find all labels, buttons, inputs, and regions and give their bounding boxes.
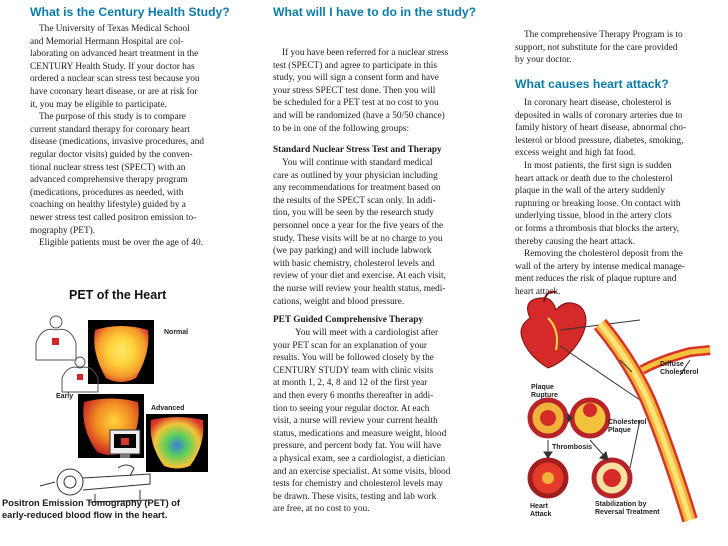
text-line: any recommendations for treatment based on [273, 183, 441, 194]
text-line: (we pay parking) and will include labwork [273, 246, 432, 257]
text-line: tion, you will be seen by the research study [273, 208, 434, 219]
subheading-pet-guided-therapy: PET Guided Comprehensive Therapy [273, 315, 424, 325]
label-thrombosis: Thrombosis [552, 444, 593, 451]
text-line: the results of the SPECT scan only. In addi- [273, 195, 436, 206]
text-line: visit, a nurse will review your current health [273, 416, 438, 427]
text-line: Eligible patients must be over the age of 40. [39, 238, 203, 249]
text-line: underlying tissue, blood in the artery clots [515, 211, 672, 222]
label-line: Cholesterol [608, 419, 647, 426]
label-cholesterol-plaque [608, 419, 647, 435]
text-line: have coronary heart disease, or are at risk for [30, 86, 198, 97]
pet-title: PET of the Heart [69, 288, 167, 302]
text-line: The comprehensive Therapy Program is to [524, 30, 683, 40]
text-line: CENTURY STUDY team with clinic visits [273, 365, 434, 376]
text-line: or forms a thrombosis that blocks the artery, [515, 223, 680, 234]
subheading-standard-therapy: Standard Nuclear Stress Test and Therapy [273, 145, 442, 155]
label-diffuse-cholesterol [660, 361, 699, 377]
text-line: status, medications and measure weight, blood [273, 428, 447, 439]
text-line: and will be randomized (have a 50/50 chance) [273, 110, 445, 121]
text-line: be scheduled for a PET test at no cost to you [273, 98, 439, 109]
text-line: disease (medications, invasive procedures, and [30, 137, 204, 148]
text-line: heart attack. [515, 286, 561, 297]
text-line: test (SPECT) and agree to participate in this [273, 60, 437, 71]
text-line: laborating on advanced heart treatment in the [30, 49, 199, 60]
text-line: heart attack or death due to the cholesterol [515, 173, 673, 184]
text-line: results. You will be followed closely by the [273, 353, 434, 364]
text-line: You will continue with standard medical [282, 158, 433, 168]
label-stabilization [595, 501, 660, 517]
label-plaque-rupture [531, 384, 558, 400]
text-line: rupturing or breaking loose. On contact with [515, 198, 681, 209]
text-line: tion to seeing your regular doctor. At each [273, 403, 430, 414]
text-line: to be in one of the following groups: [273, 123, 410, 134]
text-line: Removing the cholesterol deposit from the [524, 249, 683, 260]
label-heart-attack [530, 503, 551, 519]
text-line: and Memorial Hermann Hospital are col- [30, 36, 184, 47]
text-line: CENTURY Health Study. If your doctor has [30, 61, 195, 72]
text-line: (medications, procedures as needed, with [30, 187, 184, 198]
text-line: it, you may be eligible to participate. [30, 99, 167, 110]
label-line: Attack [530, 511, 552, 518]
text-line: review of your diet and exercise. At each visit, [273, 271, 446, 282]
text-line: care as outlined by your physician including [273, 170, 438, 181]
text-line: plaque in the wall of the artery suddenly [515, 186, 665, 197]
label-advanced: Advanced [151, 405, 185, 412]
text-line: cations, weight and blood pressure. [273, 296, 405, 307]
text-line: be drawn. These visits, testing and lab work [273, 491, 437, 502]
text-line: support, not substitute for the care provided [515, 42, 678, 53]
text-line: family history of heart disease, abnormal cho- [515, 123, 687, 134]
label-line: Plaque [608, 427, 631, 434]
text-line: mography (PET). [30, 225, 96, 236]
label-line: Heart [530, 503, 548, 510]
cross-section-stabilization [594, 460, 630, 496]
text-line: ment reduces the risk of plaque rupture and [515, 274, 677, 285]
text-line: study, you will sign a consent form and have [273, 73, 439, 84]
text-line: by your doctor. [515, 55, 572, 66]
text-line: tests for chemistry and cholesterol levels may [273, 479, 443, 490]
text-line: coaching on healthy lifestyle) guided by a [30, 200, 186, 211]
text-line: personnel once a year for the five years of the [273, 220, 444, 231]
cross-section-plaque-rupture [530, 400, 566, 436]
text-line: the nurse will review your health status, medi- [273, 283, 446, 294]
text-line: wall of the artery by intense medical manage- [515, 261, 686, 272]
text-line: deposited in walls of coronary arteries due to [515, 110, 683, 121]
label-line: Rupture [531, 392, 558, 399]
text-line: The University of Texas Medical School [39, 24, 190, 34]
text-line: your stress SPECT test done. Then you will [273, 85, 436, 96]
heading-study-tasks: What will I have to do in the study? [273, 5, 477, 19]
text-line: your PET scan for an explanation of your [273, 340, 427, 351]
text-line: a physical exam, see a cardiologist, a dietician [273, 453, 446, 464]
text-line: study. These visits will be at no charge to you [273, 233, 443, 244]
label-line: Diffuse [660, 361, 684, 368]
text-line: and an exercise specialist. At some visits, blood [273, 466, 451, 477]
text-line: ordered a nuclear scan stress test because you [30, 74, 200, 85]
text-line: In most patients, the first sign is sudden [524, 160, 672, 171]
heading-century-study: What is the Century Health Study? [30, 5, 230, 19]
pet-caption-line: Positron Emission Tomography (PET) of [2, 498, 181, 508]
text-line: are free, at no cost to you. [273, 504, 370, 515]
text-line: with basic chemistry, cholesterol levels and [273, 258, 435, 269]
heading-heart-attack-causes: What causes heart attack? [515, 77, 669, 91]
text-line: If you have been referred for a nuclear stress [282, 48, 449, 58]
text-line: newer stress test called positron emission to- [30, 212, 197, 223]
text-line: In coronary heart disease, cholesterol is [524, 98, 672, 108]
text-line: pressure, and percent body fat. You will have [273, 441, 441, 452]
text-line: lesterol or blood pressure, diabetes, smoking, [515, 135, 684, 146]
label-line: Cholesterol [660, 369, 699, 376]
cross-section-cholesterol-plaque [572, 400, 608, 436]
text-line: regular doctor visits) guided by the conven- [30, 149, 193, 160]
pet-caption-line: early-reduced blood flow in the heart. [2, 510, 168, 520]
text-line: current standard therapy for coronary heart [30, 124, 190, 135]
label-line: Reversal Treatment [595, 509, 660, 516]
text-line: and then every 6 months thereafter in addi- [273, 390, 434, 401]
text-line: thereby causing the heart attack. [515, 236, 636, 247]
label-line: Stabilization by [595, 501, 647, 508]
text-line: You will meet with a cardiologist after [295, 328, 439, 338]
text-line: advanced comprehensive therapy program [30, 175, 188, 186]
label-normal: Normal [164, 329, 189, 336]
text-line: The purpose of this study is to compare [39, 112, 186, 123]
text-line: at month 1, 2, 4, 8 and 12 of the first year [273, 378, 428, 389]
cross-section-heart-attack [530, 460, 566, 496]
text-line: tional nuclear stress test (SPECT) with an [30, 162, 186, 173]
text-line: excess weight and high fat food. [515, 148, 636, 159]
label-early: Early [56, 393, 74, 400]
label-line: Plaque [531, 384, 554, 391]
